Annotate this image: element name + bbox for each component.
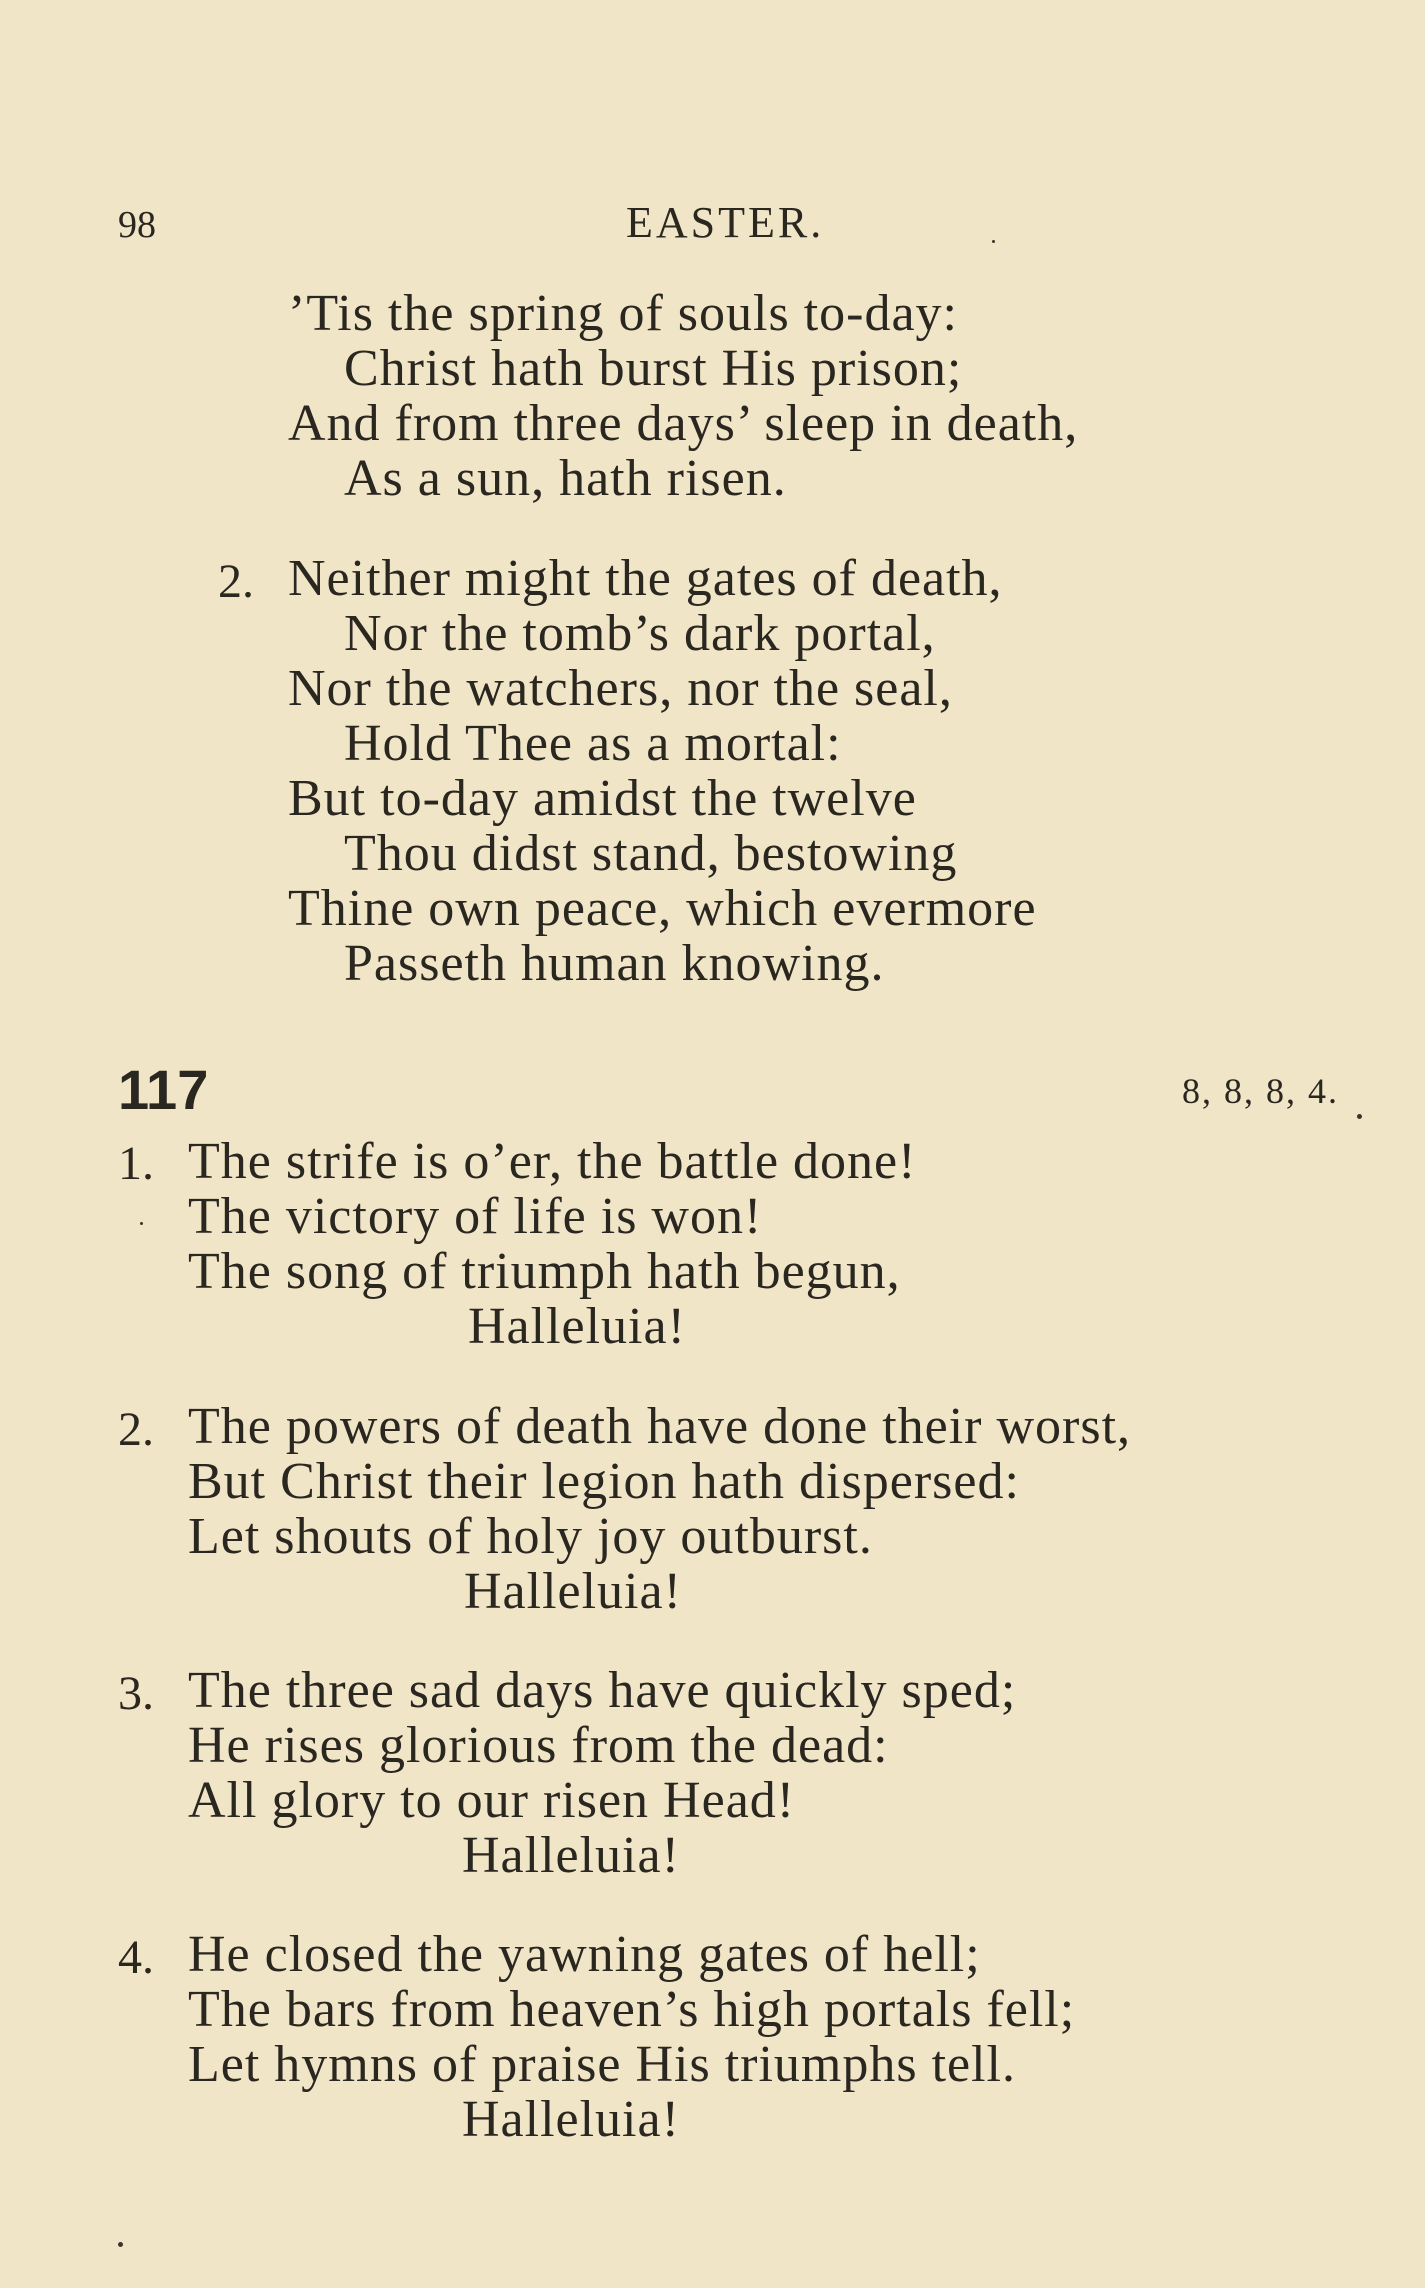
print-speck bbox=[992, 240, 995, 243]
verse-number: 4. bbox=[118, 1931, 154, 1984]
stanza-line: But Christ their legion hath dispersed: bbox=[188, 1453, 1020, 1510]
stanza-line: Neither might the gates of death, bbox=[288, 550, 1003, 607]
verse-number: 2. bbox=[218, 555, 254, 608]
verse-number: 3. bbox=[118, 1667, 154, 1720]
stanza-line: The bars from heaven’s high portals fell; bbox=[188, 1981, 1076, 2038]
stanza-line: The victory of life is won! bbox=[188, 1188, 763, 1245]
stanza-line: ’Tis the spring of souls to-day: bbox=[288, 285, 958, 342]
refrain-line: Halleluia! bbox=[464, 1563, 682, 1620]
verse-number: 1. bbox=[118, 1137, 154, 1190]
stanza-line: He closed the yawning gates of hell; bbox=[188, 1926, 981, 1983]
stanza-line: Let hymns of praise His triumphs tell. bbox=[188, 2036, 1017, 2093]
refrain-line: Halleluia! bbox=[462, 1827, 680, 1884]
print-speck bbox=[1357, 1114, 1362, 1119]
stanza-line: Let shouts of holy joy outburst. bbox=[188, 1508, 873, 1565]
print-speck bbox=[118, 2242, 123, 2247]
stanza-line: And from three days’ sleep in death, bbox=[288, 395, 1079, 452]
stanza-line: All glory to our risen Head! bbox=[188, 1772, 796, 1829]
stanza-line: The powers of death have done their worst, bbox=[188, 1398, 1132, 1455]
stanza-line: Thine own peace, which evermore bbox=[288, 880, 1037, 937]
hymn-meter: 8, 8, 8, 4. bbox=[1182, 1071, 1339, 1111]
stanza-line: Hold Thee as a mortal: bbox=[344, 715, 842, 772]
stanza-line: The three sad days have quickly sped; bbox=[188, 1662, 1017, 1719]
refrain-line: Halleluia! bbox=[462, 2091, 680, 2148]
verse-number: 2. bbox=[118, 1403, 154, 1456]
stanza-line: Christ hath burst His prison; bbox=[344, 340, 963, 397]
print-speck bbox=[140, 1222, 143, 1225]
stanza-line: As a sun, hath risen. bbox=[344, 450, 787, 507]
stanza-line: Passeth human knowing. bbox=[344, 935, 885, 992]
stanza-line: The strife is o’er, the battle done! bbox=[188, 1133, 917, 1190]
section-title: EASTER. bbox=[626, 198, 825, 247]
hymn-number: 117 bbox=[118, 1058, 209, 1121]
stanza-line: Nor the watchers, nor the seal, bbox=[288, 660, 953, 717]
stanza-line: Thou didst stand, bestowing bbox=[344, 825, 958, 882]
stanza-line: He rises glorious from the dead: bbox=[188, 1717, 889, 1774]
stanza-line: The song of triumph hath begun, bbox=[188, 1243, 901, 1300]
stanza-line: Nor the tomb’s dark portal, bbox=[344, 605, 936, 662]
stanza-line: But to-day amidst the twelve bbox=[288, 770, 917, 827]
page-number: 98 bbox=[118, 204, 156, 246]
refrain-line: Halleluia! bbox=[468, 1298, 686, 1355]
